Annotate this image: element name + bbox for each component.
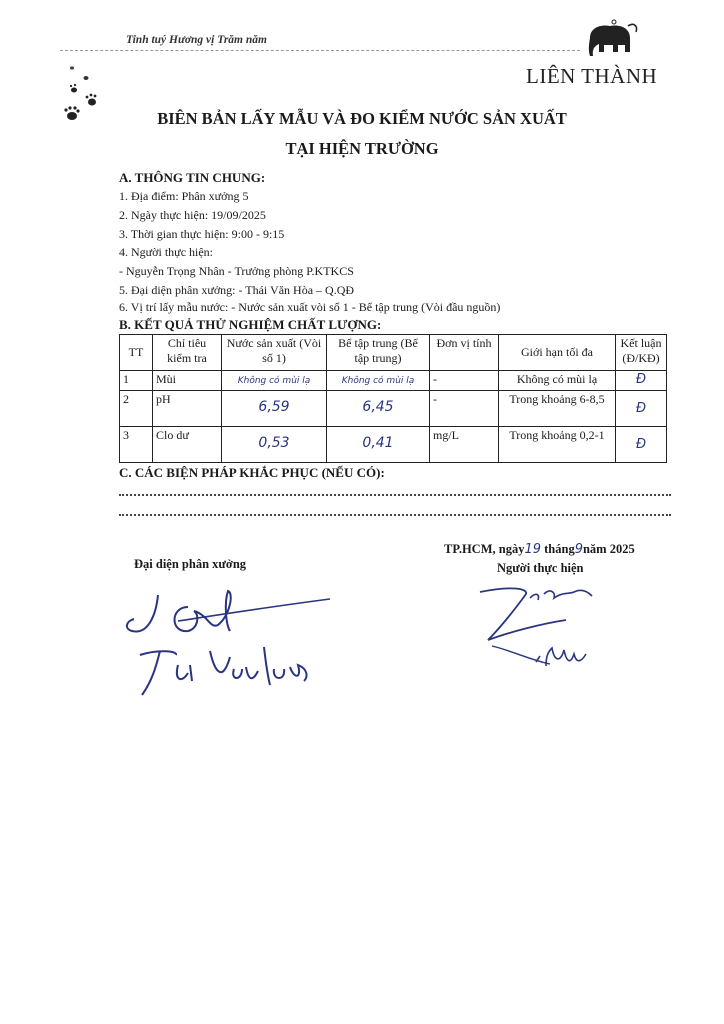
cell-result: Đ — [635, 437, 647, 452]
year-label: năm 2025 — [582, 542, 635, 556]
cell-value-2: 6,45 — [362, 399, 394, 415]
right-signature — [470, 580, 630, 680]
cell-value-1: Không có mùi lạ — [237, 376, 311, 386]
cell-param: Mùi — [153, 371, 222, 391]
cell-limit: Trong khoảng 0,2-1 — [499, 427, 616, 463]
cell-limit: Không có mùi lạ — [499, 371, 616, 391]
left-signature — [118, 585, 338, 700]
column-header: Kết luận (Đ/KĐ) — [616, 335, 667, 371]
info-line: 6. Vị trí lấy mẫu nước: - Nước sản xuất vòi số 1 - Bể tập trung (Vòi đầu nguồn) — [119, 300, 501, 314]
column-header: Giới hạn tối đa — [499, 335, 616, 371]
cell-value-2: 0,41 — [362, 435, 394, 451]
section-b-heading: B. KẾT QUẢ THỬ NGHIỆM CHẤT LƯỢNG: — [119, 317, 382, 332]
table-header-row — [120, 335, 667, 371]
results-table — [119, 334, 667, 463]
info-line: - Nguyễn Trọng Nhân - Trưởng phòng P.KTKCS — [119, 264, 354, 278]
cell-unit: - — [430, 391, 499, 427]
cell-tt: 1 — [120, 371, 153, 391]
brand-name: LIÊN THÀNH — [526, 64, 658, 88]
place-prefix: TP.HCM, ngày — [444, 542, 525, 556]
info-line: 4. Người thực hiện: — [119, 245, 214, 259]
table-row — [120, 371, 667, 391]
column-header: Chỉ tiêu kiểm tra — [153, 335, 222, 371]
section-a-heading: A. THÔNG TIN CHUNG: — [119, 170, 266, 185]
table-row — [120, 391, 667, 427]
cell-param: pH — [153, 391, 222, 427]
month-value: 9 — [574, 542, 583, 557]
cell-result: Đ — [635, 372, 647, 387]
cell-unit: mg/L — [430, 427, 499, 463]
info-line: 2. Ngày thực hiện: 19/09/2025 — [119, 208, 266, 222]
info-line: 1. Địa điểm: Phân xưởng 5 — [119, 189, 249, 203]
place-date — [444, 542, 635, 557]
column-header: Đơn vị tính — [430, 335, 499, 371]
header-divider — [60, 50, 580, 51]
cell-param: Clo dư — [153, 427, 222, 463]
elephant-logo-icon — [584, 18, 640, 62]
info-line: 3. Thời gian thực hiện: 9:00 - 9:15 — [119, 227, 285, 241]
column-header: Bể tập trung (Bể tập trung) — [327, 335, 430, 371]
company-tagline: Tinh tuý Hương vị Trăm năm — [126, 34, 267, 46]
cell-value-2: Không có mùi lạ — [341, 376, 415, 386]
dotted-line — [119, 514, 671, 516]
document-title: BIÊN BẢN LẤY MẪU VÀ ĐO KIỂM NƯỚC SẢN XUẤT — [157, 109, 567, 128]
document-subtitle: TẠI HIỆN TRƯỜNG — [285, 139, 439, 158]
month-label: tháng — [544, 542, 575, 556]
workshop-representative-label: Đại diện phân xưởng — [134, 557, 247, 571]
table-row — [120, 427, 667, 463]
cell-limit: Trong khoảng 6-8,5 — [499, 391, 616, 427]
day-value: 19 — [524, 542, 541, 557]
section-c-heading: C. CÁC BIỆN PHÁP KHẮC PHỤC (NẾU CÓ): — [119, 465, 385, 480]
column-header: TT — [120, 335, 153, 371]
cell-result: Đ — [635, 401, 647, 416]
cell-tt: 3 — [120, 427, 153, 463]
dotted-line — [119, 494, 671, 496]
cell-unit: - — [430, 371, 499, 391]
cell-tt: 2 — [120, 391, 153, 427]
cell-value-1: 6,59 — [258, 399, 290, 415]
performer-label: Người thực hiện — [497, 561, 584, 575]
cell-value-1: 0,53 — [258, 435, 290, 451]
column-header: Nước sản xuất (Vòi số 1) — [222, 335, 327, 371]
info-line: 5. Đại diện phân xưởng: - Thái Văn Hòa – Q.QĐ — [119, 283, 355, 297]
